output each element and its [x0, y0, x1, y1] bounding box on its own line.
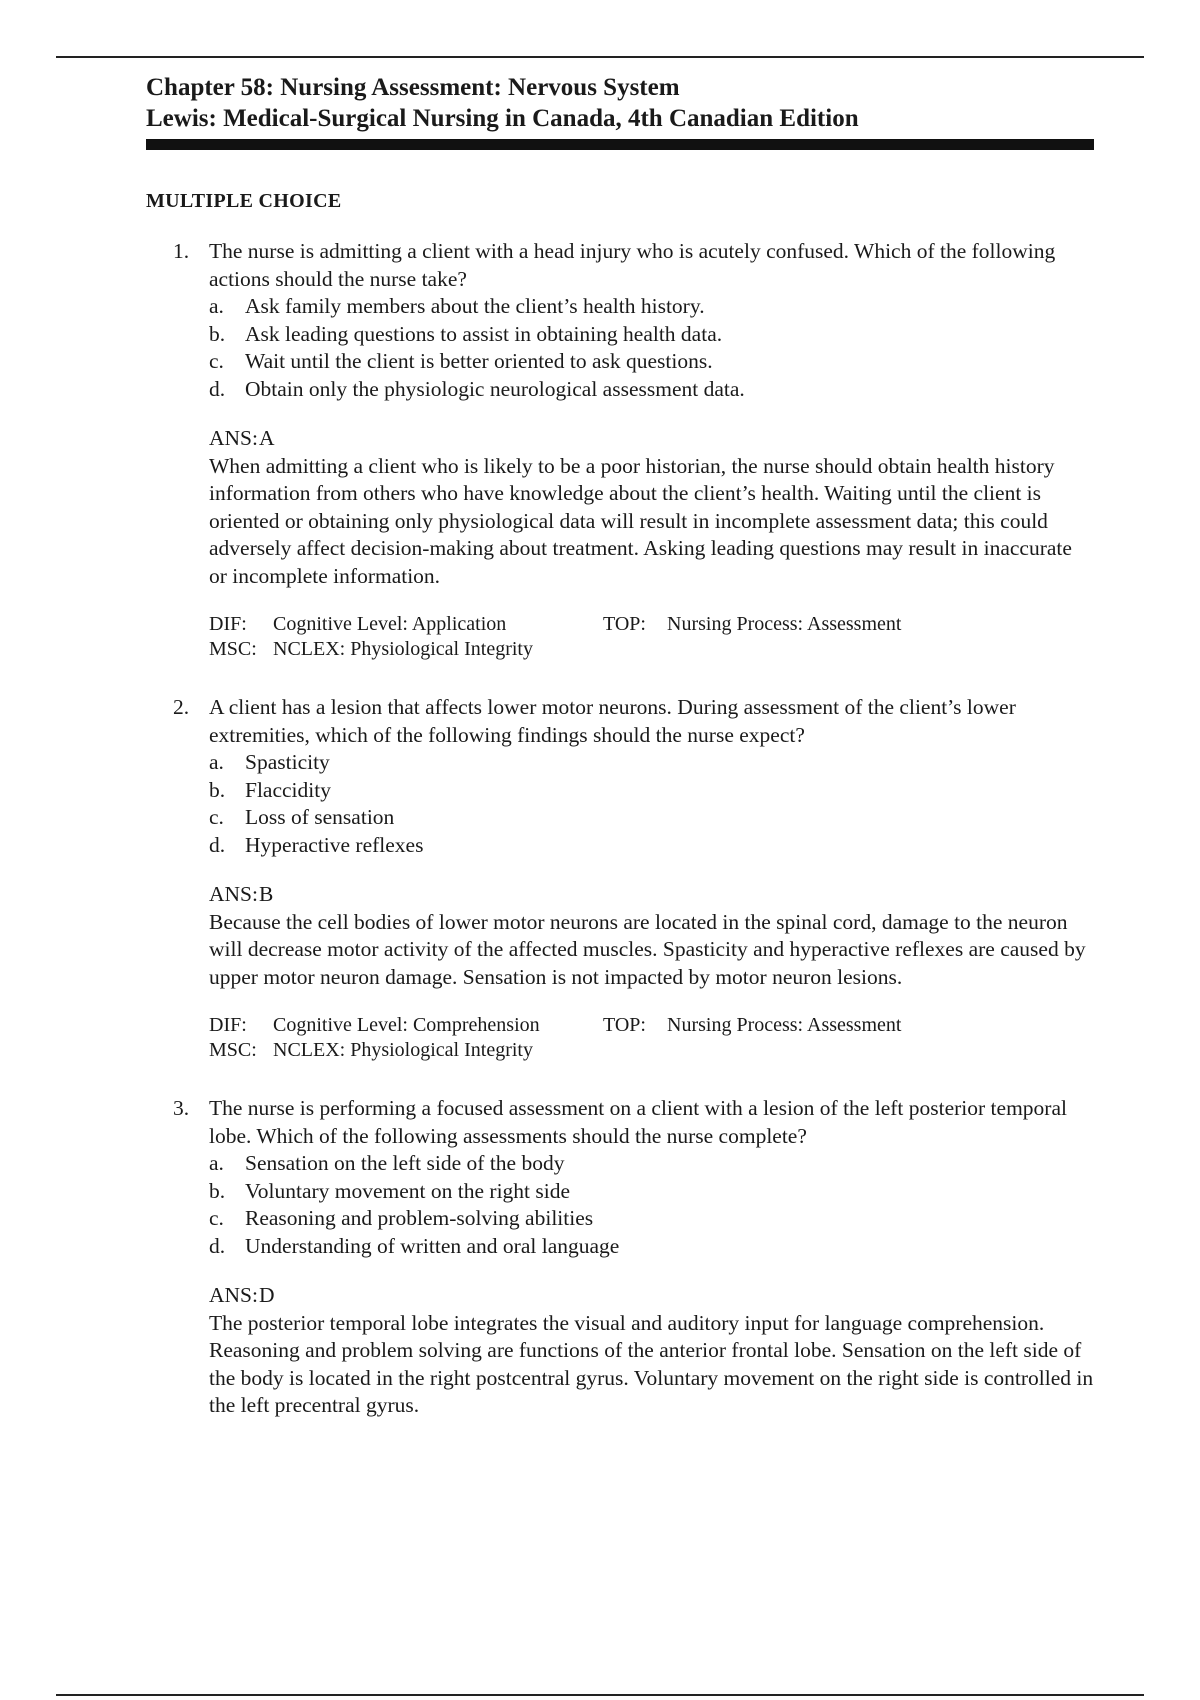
- option-b: [209, 777, 1094, 805]
- answer-value: A: [259, 426, 275, 450]
- option-letter: d.: [209, 832, 226, 857]
- answer-value: B: [259, 882, 274, 906]
- question-number: 1.: [173, 239, 190, 263]
- question-3: [146, 1095, 1094, 1420]
- option-d: [209, 376, 1094, 404]
- section-title: MULTIPLE CHOICE: [146, 190, 342, 212]
- question-list: [146, 238, 1094, 1420]
- option-text: Understanding of written and oral language: [245, 1233, 620, 1258]
- metadata-row: [209, 1038, 1094, 1063]
- option-d: [209, 1233, 1094, 1261]
- question-stem: The nurse is admitting a client with a head injury who is acutely confused. Which of the following actions should the nurse take?: [209, 239, 1056, 291]
- top-rule: [56, 56, 1144, 58]
- question-number: 3.: [173, 1096, 190, 1120]
- dif-value: Cognitive Level: Comprehension: [273, 1014, 540, 1036]
- top-value: Nursing Process: Assessment: [667, 613, 902, 635]
- metadata-row: [209, 637, 1094, 662]
- option-d: [209, 832, 1094, 860]
- option-letter: b.: [209, 321, 226, 346]
- document-page: [146, 72, 1094, 1420]
- option-letter: c.: [209, 349, 224, 373]
- option-c: [209, 348, 1094, 376]
- msc-label: MSC:: [209, 1039, 257, 1061]
- rationale: When admitting a client who is likely to be a poor historian, the nurse should obtain health history information from others who have knowledge about the client’s health. Waiting until the client is oriented or obtaining only physiological data will result in incomplete assessment data; this could adversely affect decision-making about treatment. Asking leading questions may result in inaccurate or incomplete information.: [209, 453, 1072, 588]
- option-letter: a.: [209, 294, 224, 318]
- dif-value: Cognitive Level: Application: [273, 613, 507, 635]
- dif-label: DIF:: [209, 1014, 247, 1036]
- question-2: [146, 694, 1094, 1063]
- metadata-block: [209, 1013, 1094, 1063]
- answer-value: D: [259, 1283, 275, 1307]
- metadata-block: [209, 612, 1094, 662]
- option-text: Hyperactive reflexes: [245, 832, 424, 857]
- option-list: [209, 1150, 1094, 1260]
- option-text: Voluntary movement on the right side: [245, 1178, 571, 1203]
- option-list: [209, 749, 1094, 859]
- answer-label: ANS:: [209, 1283, 258, 1307]
- dif-label: DIF:: [209, 613, 247, 635]
- option-text: Wait until the client is better oriented to ask questions.: [245, 349, 713, 373]
- metadata-row: [209, 612, 1094, 637]
- option-a: [209, 293, 1094, 321]
- option-letter: d.: [209, 376, 226, 401]
- answer-line: [209, 1282, 1094, 1310]
- option-letter: c.: [209, 1206, 224, 1230]
- option-letter: d.: [209, 1233, 226, 1258]
- option-text: Spasticity: [245, 750, 330, 774]
- option-b: [209, 1178, 1094, 1206]
- question-number: 2.: [173, 695, 190, 719]
- metadata-row: [209, 1013, 1094, 1038]
- option-text: Ask leading questions to assist in obtaining health data.: [245, 321, 723, 346]
- question-stem: The nurse is performing a focused assessment on a client with a lesion of the left posterior temporal lobe. Which of the following assessments should the nurse complete?: [209, 1096, 1067, 1148]
- option-letter: b.: [209, 1178, 226, 1203]
- option-letter: c.: [209, 805, 224, 829]
- top-value: Nursing Process: Assessment: [667, 1014, 902, 1036]
- option-text: Obtain only the physiologic neurological assessment data.: [245, 376, 745, 401]
- book-title: Lewis: Medical-Surgical Nursing in Canada, 4th Canadian Edition: [146, 105, 859, 132]
- option-text: Loss of sensation: [245, 805, 395, 829]
- answer-line: [209, 881, 1094, 909]
- option-letter: b.: [209, 777, 226, 802]
- option-letter: a.: [209, 750, 224, 774]
- question-stem: A client has a lesion that affects lower motor neurons. During assessment of the client’s lower extremities, which of the following findings should the nurse expect?: [209, 695, 1016, 747]
- top-label: TOP:: [603, 1014, 646, 1036]
- option-a: [209, 1150, 1094, 1178]
- msc-value: NCLEX: Physiological Integrity: [273, 638, 533, 660]
- option-text: Ask family members about the client’s health history.: [245, 294, 705, 318]
- option-a: [209, 749, 1094, 777]
- bottom-rule: [56, 1694, 1144, 1696]
- rationale: Because the cell bodies of lower motor neurons are located in the spinal cord, damage to the neuron will decrease motor activity of the affected muscles. Spasticity and hyperactive reflexes are caused by upper motor neuron damage. Sensation is not impacted by motor neuron lesions.: [209, 909, 1086, 989]
- option-c: [209, 804, 1094, 832]
- question-1: [146, 238, 1094, 662]
- chapter-title: Chapter 58: Nursing Assessment: Nervous System: [146, 74, 680, 101]
- answer-line: [209, 425, 1094, 453]
- option-b: [209, 321, 1094, 349]
- option-text: Sensation on the left side of the body: [245, 1151, 565, 1175]
- rationale: The posterior temporal lobe integrates the visual and auditory input for language comprehension. Reasoning and problem solving are functions of the anterior frontal lobe. Sensation on the left side of the body is located in the right postcentral gyrus. Voluntary movement on the right side is controlled in the left precentral gyrus.: [209, 1310, 1094, 1417]
- option-list: [209, 293, 1094, 403]
- msc-label: MSC:: [209, 638, 257, 660]
- answer-label: ANS:: [209, 882, 258, 906]
- answer-label: ANS:: [209, 426, 258, 450]
- top-label: TOP:: [603, 613, 646, 635]
- option-text: Flaccidity: [245, 777, 331, 802]
- option-c: [209, 1205, 1094, 1233]
- msc-value: NCLEX: Physiological Integrity: [273, 1039, 533, 1061]
- option-letter: a.: [209, 1151, 224, 1175]
- header-bar: [146, 139, 1094, 150]
- option-text: Reasoning and problem-solving abilities: [245, 1206, 594, 1230]
